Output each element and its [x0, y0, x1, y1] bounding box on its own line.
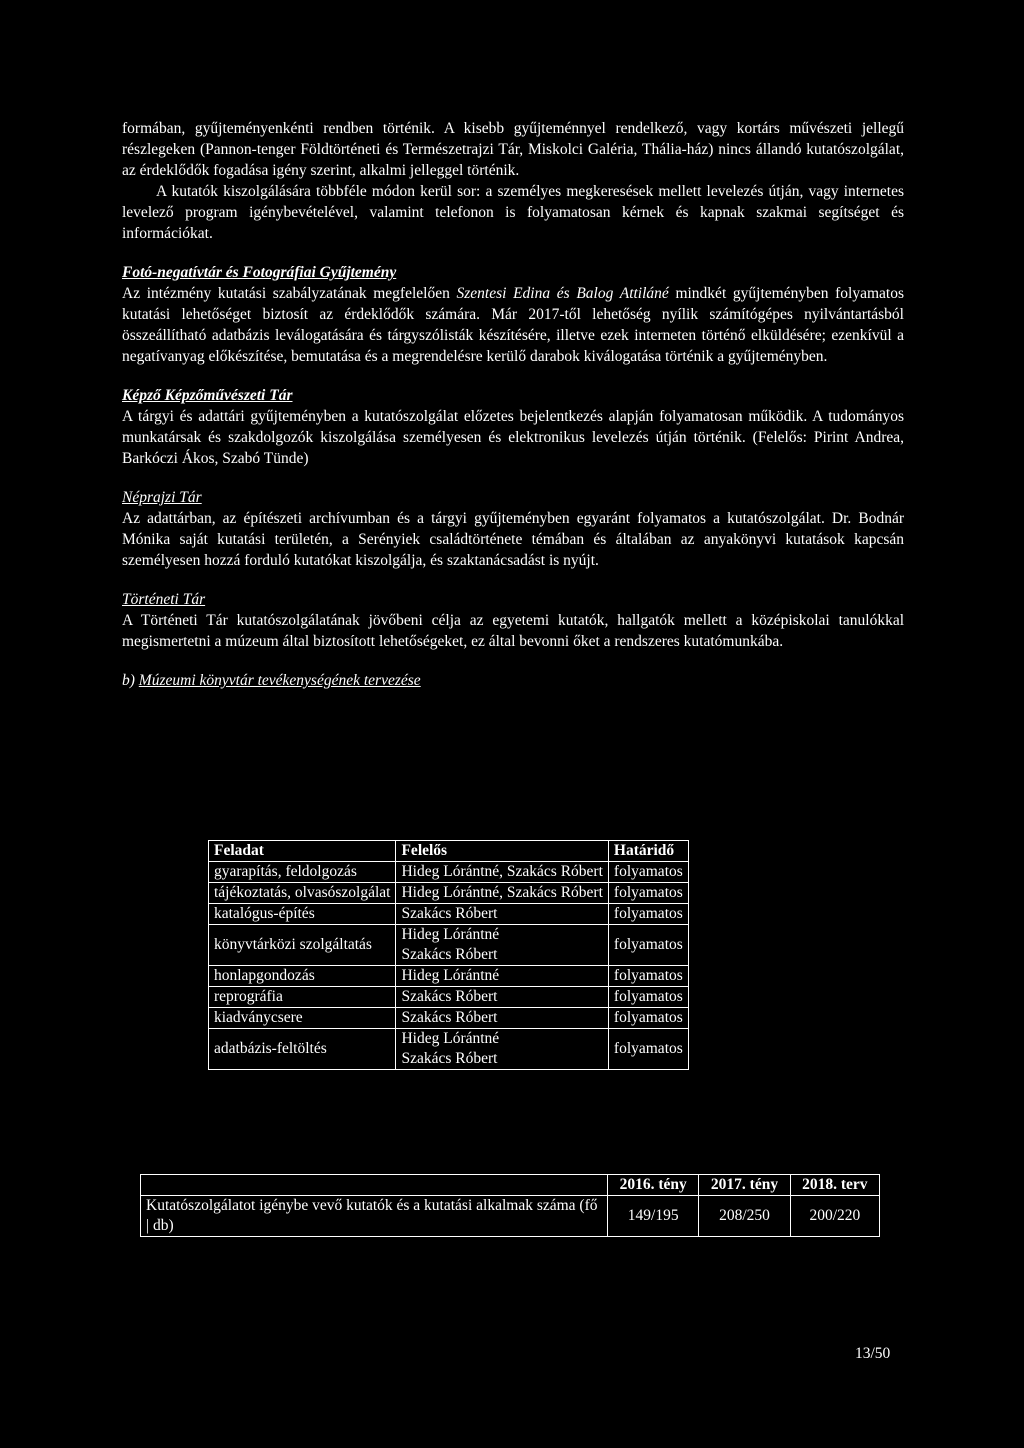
paragraph-researchers: A kutatók kiszolgálására többféle módon kerül sor: a személyes megkeresések mellett levelezés útján, vagy internetes levelező program igénybevételével, valamint telefonon is folyamatosan kérnek és kapnak szakmai segítséget és információkat.: [122, 183, 904, 242]
table-row: [209, 925, 689, 966]
foto-text-b: mindkét gyűjteményben folyamatos kutatási lehetőséget biztosít az érdeklődők számára. Már 2017-től lehetőség nyílik számítógépes nyilvántartásból összeállítható adatbázis leválogatására és tárgyszólisták készítésére, illetve ezek interneten történő elküldésére; ezenkívül a negatívanyag előkészítése, bemutatása és a megrendelésre kerülő darabok kiválogatása történik a gyűjteményben.: [122, 285, 904, 365]
table-cell: folyamatos: [608, 987, 688, 1008]
value-cell: 149/195: [608, 1196, 699, 1237]
table-cell: folyamatos: [608, 966, 688, 987]
table-cell: tájékoztatás, olvasószolgálat: [209, 883, 396, 904]
section-b-title: Múzeumi könyvtár tevékenységének tervezése: [138, 672, 421, 689]
value-cell: 200/220: [790, 1196, 879, 1237]
paragraph-intro: formában, gyűjteményenkénti rendben történik. A kisebb gyűjteménnyel rendelkező, vagy kortárs művészeti jellegű részlegeken (Pannon-tenger Földtörténeti és Természetrajzi Tár, Miskolci Galéria, Thália-ház) nincs állandó kutatószolgálat, az érdeklődők fogadása igény szerint, alkalmi jelleggel történik.: [122, 120, 904, 179]
paragraph-neprajzi: Az adattárban, az építészeti archívumban és a tárgyi gyűjteményben egyaránt folyamatos a kutatószolgálat. Dr. Bodnár Mónika saját kutatási területén, a Serényiek családtörténete témában és általában az anyakönyvi kutatások kapcsán személyesen hozzá forduló kutatókat kiszolgálja, és szaktanácsadást is nyújt.: [122, 510, 904, 569]
table-row: [141, 1196, 880, 1237]
table-cell: Hideg Lórántné, Szakács Róbert: [396, 883, 608, 904]
table-row: [209, 1029, 689, 1070]
header-cell: 2017. tény: [699, 1175, 790, 1196]
heading-neprajzi: Néprajzi Tár: [122, 489, 202, 506]
researcher-stats-table: [140, 1174, 880, 1237]
table-cell: reprográfia: [209, 987, 396, 1008]
table-header-row: [141, 1175, 880, 1196]
table-cell: könyvtárközi szolgáltatás: [209, 925, 396, 966]
table-cell: adatbázis-feltöltés: [209, 1029, 396, 1070]
table-cell: kiadványcsere: [209, 1008, 396, 1029]
header-cell: 2016. tény: [608, 1175, 699, 1196]
table-cell: folyamatos: [608, 904, 688, 925]
document-body: [122, 118, 904, 691]
header-cell: 2018. terv: [790, 1175, 879, 1196]
heading-torteneti: Történeti Tár: [122, 591, 206, 608]
table-cell: Hideg Lórántné Szakács Róbert: [396, 1029, 608, 1070]
value-cell: 208/250: [699, 1196, 790, 1237]
table-cell: gyarapítás, feldolgozás: [209, 862, 396, 883]
paragraph-foto: [122, 283, 904, 367]
header-cell: [141, 1175, 608, 1196]
section-b-prefix: b): [122, 672, 139, 689]
header-cell: Határidő: [608, 841, 688, 862]
table-cell: Hideg Lórántné Szakács Róbert: [396, 925, 608, 966]
foto-names: Szentesi Edina és Balog Attiláné: [456, 285, 669, 302]
paragraph-kepzo: A tárgyi és adattári gyűjteményben a kutatószolgálat előzetes bejelentkezés alapján folyamatosan működik. A tudományos munkatársak és szakdolgozók kiszolgálása személyesen és elektronikus levelezés útján történik. (Felelős: Pirint Andrea, Barkóczi Ákos, Szabó Tünde): [122, 408, 904, 467]
header-cell: Felelős: [396, 841, 608, 862]
heading-section-b: [122, 670, 904, 691]
table-cell: folyamatos: [608, 1029, 688, 1070]
table-header-row: [209, 841, 689, 862]
table-cell: folyamatos: [608, 862, 688, 883]
table-cell: katalógus-építés: [209, 904, 396, 925]
table-cell: folyamatos: [608, 883, 688, 904]
page-number: 13/50: [855, 1345, 891, 1362]
paragraph-torteneti: A Történeti Tár kutatószolgálatának jövőbeni célja az egyetemi kutatók, hallgatók mellett a középiskolai tanulókkal megismertetni a múzeum által biztosított lehetőségeket, ez által bevonni őket a rendszeres kutatómunkába.: [122, 612, 904, 650]
table-row: [209, 966, 689, 987]
table-row: [209, 987, 689, 1008]
table-cell: Hideg Lórántné, Szakács Róbert: [396, 862, 608, 883]
table-cell: Szakács Róbert: [396, 987, 608, 1008]
table-cell: folyamatos: [608, 1008, 688, 1029]
table-row: [209, 862, 689, 883]
table-cell: Szakács Róbert: [396, 904, 608, 925]
heading-foto: Fotó-negatívtár és Fotográfiai Gyűjtemény: [122, 264, 397, 281]
table-cell: Hideg Lórántné: [396, 966, 608, 987]
table-cell: Szakács Róbert: [396, 1008, 608, 1029]
table-cell: folyamatos: [608, 925, 688, 966]
foto-text-a: Az intézmény kutatási szabályzatának megfelelően: [122, 285, 457, 302]
header-cell: Feladat: [209, 841, 396, 862]
heading-kepzo: Képző Képzőművészeti Tár: [122, 387, 293, 404]
table-row: [209, 904, 689, 925]
table-row: [209, 1008, 689, 1029]
library-tasks-table: [208, 840, 689, 1070]
table-cell: honlapgondozás: [209, 966, 396, 987]
row-label: Kutatószolgálatot igénybe vevő kutatók és a kutatási alkalmak száma (fő | db): [141, 1196, 608, 1237]
table-row: [209, 883, 689, 904]
